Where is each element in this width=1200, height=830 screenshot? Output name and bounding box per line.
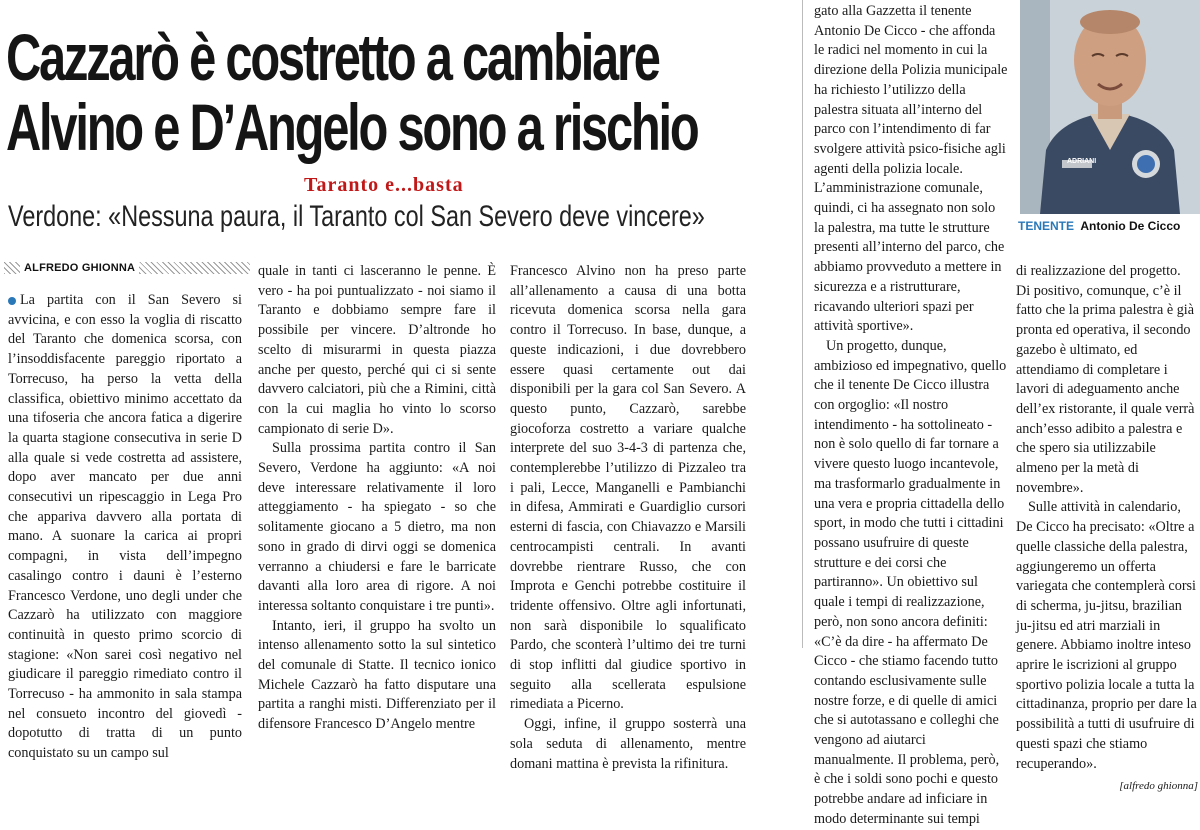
- shirt-badge-text: ADRIANI: [1067, 158, 1097, 165]
- headline-line-2: Alvino e D’Angelo sono a rischio: [6, 90, 698, 164]
- portrait-photo: [1020, 0, 1200, 214]
- article-column-3: [510, 262, 746, 772]
- caption-tag: TENENTE: [1018, 219, 1075, 233]
- watermark: Taranto e...basta: [304, 174, 464, 196]
- bullet-dot-icon: [8, 297, 16, 305]
- sidebar-column-1: [814, 2, 1008, 827]
- subtitle: Verdone: «Nessuna paura, il Taranto col San Severo deve vincere»: [8, 200, 705, 233]
- article-paragraph: quale in tanti ci lasceranno le penne. È vero - ha poi puntualizzato - noi siamo il Taranto e dobbiamo sempre fare il possibile per vincere. D’altronde ho scelto di misurarmi in questa piazza anche per questo, perché qui ci si sente davvero calciatori, più che a Rimini, città con la cui maglia ho vinto lo scorso campionato di serie D».: [258, 263, 496, 437]
- headline-line-1: Cazzarò è costretto a cambiare: [6, 20, 659, 94]
- column-divider: [802, 0, 803, 648]
- photo-caption: [1018, 219, 1180, 233]
- article-column-1: [8, 291, 242, 762]
- article-paragraph: La partita con il San Severo si avvicina, e con esso la voglia di riscatto del Taranto che domenica scorsa, con l’insoddisfacente pareggio riportato a Torrecuso, ha perso la vetta della classifica, obiettivo minimo accettato da una tifoseria che ancora fatica a digerire la quarta stagione consecutiva in serie D alla quale si vede costretta ad assistere, dopo aver mancato per due anni consecutivi un ripescaggio in Lega Pro che appariva davvero alla portata di mano. A suonare la carica ai propri compagni, in vista dell’impegno casalingo contro i dauni è l’esterno Francesco Verdone, uno degli under che Cazzarò ha utilizzato con maggiore continuità in questo primo scorcio di stagione: «Non sarei così negativo nel giudicare il pareggio rimediato contro il Torrecuso - ha ammonito in sala stampa nel consueto incontro del giovedì - dopotutto di tratta di un punto conquistato su un campo sul: [8, 292, 242, 762]
- article-column-2: [258, 262, 496, 733]
- article-paragraph: Intanto, ieri, il gruppo ha svolto un intenso allenamento sotto la sul sintetico del comunale di Statte. Il tecnico ionico Michele Cazzarò ha fatto disputare una partita a ranghi misti. Differenziato per il difensore Francesco D’Angelo mentre: [258, 617, 496, 733]
- article-paragraph: Francesco Alvino non ha preso parte all’allenamento a causa di una botta ricevuta domenica scorsa nella gara contro il Torrecuso. In base, dunque, a queste indicazioni, i due dovrebbero essere quasi certamente out dai disponibili per la gara col San Severo. A questo punto, Cazzarò, sarebbe giocoforza costretto a variare qualche interprete del suo 3-4-3 di partenza che, contemplerebbe l’utilizzo di Pizzaleo tra i pali, Lecce, Manganelli e Pambianchi in difesa, Ammirati e Guardiglio cursori esterni di fascia, con Chiavazzo e Marsili centrocampisti centrali. In avanti dovrebbe rientrare Russo, che con Improta e Genchi potrebbe costituire il tridente offensivo. Oltre agli infortunati, non sarà disponibile lo squalificato Pardo, che sconterà l’ultimo dei tre turni di stop inflitti dal giudice sportivo in seguito alla scellerata espulsione rimediata a Picerno.: [510, 263, 746, 713]
- signoff: [alfredo ghionna]: [1119, 780, 1198, 793]
- sidebar-paragraph: Un progetto, dunque, ambizioso ed impegnativo, quello che il tenente De Cicco illustra con orgoglio: «Il nostro intendimento - ha sottolineato - non è solo quello di far tornare a vivere questo luogo incantevole, ma trasformarlo gradualmente in una vera e propria cittadella dello sport, in modo che tutti i cittadini possano usufruire di queste strutture e dei corsi che partiranno». Un obiettivo sul quale i tempi di realizzazione, però, non sono ancora definiti: «C’è da dire - ha affermato De Cicco - che stiamo facendo tutto contando esclusivamente sulle nostre forze, e di quelle di amici che si autotassano e colleghi che vengono ad aiutarci manualmente. Il problema, però, è che i soldi sono pochi e questo potrebbe andare ad inficiare in modo determinante sui tempi: [814, 337, 1007, 827]
- caption-name: Antonio De Cicco: [1080, 219, 1181, 233]
- sidebar-column-2: [1016, 262, 1198, 793]
- headline: [6, 20, 698, 164]
- sidebar-paragraph: Sulle attività in calendario, De Cicco ha precisato: «Oltre a quelle classiche della palestra, aggiungeremo un offerta variegata che contemplerà corsi di scherma, ju-jitsu, brazilian ju-jitsu ed atri marziali in genere. Abbiamo inoltre inteso aprire le iscrizioni al gruppo sportivo polizia locale a tutta la cittadinanza, proprio per dare la possibilità a tutti di usufruire di questi spazi che stiamo recuperando».: [1016, 499, 1197, 772]
- sidebar-paragraph: gato alla Gazzetta il tenente Antonio De Cicco - che affonda le radici nel momento in cui la direzione della Polizia municipale ha richiesto l’utilizzo della palestra situata all’interno del parco con l’intendimento di far svolgere attività psico-fisiche agli agenti della polizia locale. L’amministrazione comunale, quindi, ci ha assegnato non solo la palestra, ma tutte le strutture presenti all’interno del parco, che abbiamo provveduto a mettere in sicurezza e a ristrutturare, ricavando ulteriori spazi per attività sportive».: [814, 3, 1008, 335]
- article-paragraph: Oggi, infine, il gruppo sosterrà una sola seduta di allenamento, mentre domani mattina è prevista la rifinitura.: [510, 716, 746, 772]
- portrait-image: [1020, 0, 1200, 214]
- byline: ALFREDO GHIONNA: [20, 262, 139, 274]
- article-paragraph: Sulla prossima partita contro il San Severo, Verdone ha aggiunto: «A noi deve interessare relativamente il loro atteggiamento - ha spiegato - so che solitamente giocano a 5 dietro, ma non sono in grado di dirvi oggi se domenica verranno a chiudersi e fare le barricate davanti alla loro area di rigore. A noi interessa soltanto conquistare i tre punti».: [258, 440, 496, 614]
- sidebar-paragraph: di realizzazione del progetto. Di positivo, comunque, c’è il fatto che la prima palestra è già pronta ed operativa, il secondo gazebo è ultimato, ed attendiamo di completare i lavori di adeguamento anche dell’ex ristorante, il quale verrà anch’esso adibito a palestra e che spero sia utilizzabile almeno per la metà di novembre».: [1016, 263, 1195, 496]
